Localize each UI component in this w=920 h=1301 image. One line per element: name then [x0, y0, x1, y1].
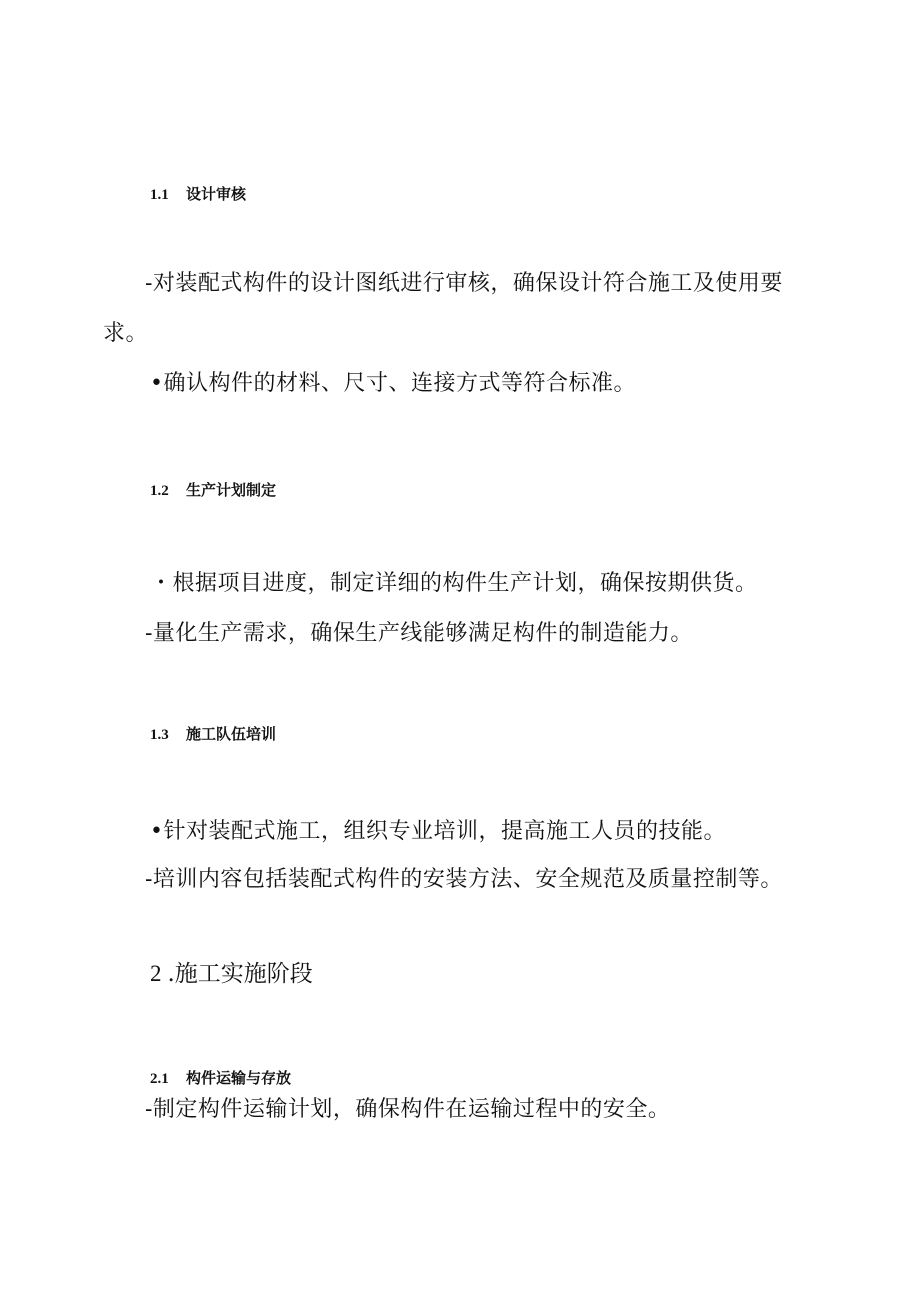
section-number: 1.1 [150, 187, 169, 203]
section-heading-2-1 [150, 1067, 291, 1088]
section-heading-1-2 [150, 479, 276, 500]
section-title: 施工队伍培训 [186, 725, 277, 743]
section-heading-1-1 [150, 183, 246, 204]
section-title: 设计审核 [186, 185, 247, 203]
section-number: 1.2 [150, 483, 169, 499]
body-line: •确认构件的材料、尺寸、连接方式等符合标准。 [150, 371, 636, 396]
body-line: ・根据项目进度，制定详细的构件生产计划，确保按期供货。 [150, 571, 758, 596]
section-title: 构件运输与存放 [186, 1069, 292, 1087]
section-title: 生产计划制定 [186, 481, 277, 499]
body-line: 求。 [103, 321, 149, 346]
section-number: 2.1 [150, 1071, 169, 1087]
body-line: -对装配式构件的设计图纸进行审核，确保设计符合施工及使用要 [145, 271, 783, 296]
body-line: -量化生产需求，确保生产线能够满足构件的制造能力。 [145, 621, 693, 646]
section-heading-1-3 [150, 723, 276, 744]
section-number: 1.3 [150, 727, 169, 743]
chapter-number: 2 [150, 961, 162, 986]
chapter-title: .施工实施阶段 [167, 961, 313, 987]
body-line: -制定构件运输计划，确保构件在运输过程中的安全。 [145, 1097, 671, 1122]
body-line: •针对装配式施工，组织专业培训，提高施工人员的技能。 [150, 819, 726, 844]
body-line: -培训内容包括装配式构件的安装方法、安全规范及质量控制等。 [145, 867, 783, 892]
chapter-heading-2 [150, 955, 313, 988]
